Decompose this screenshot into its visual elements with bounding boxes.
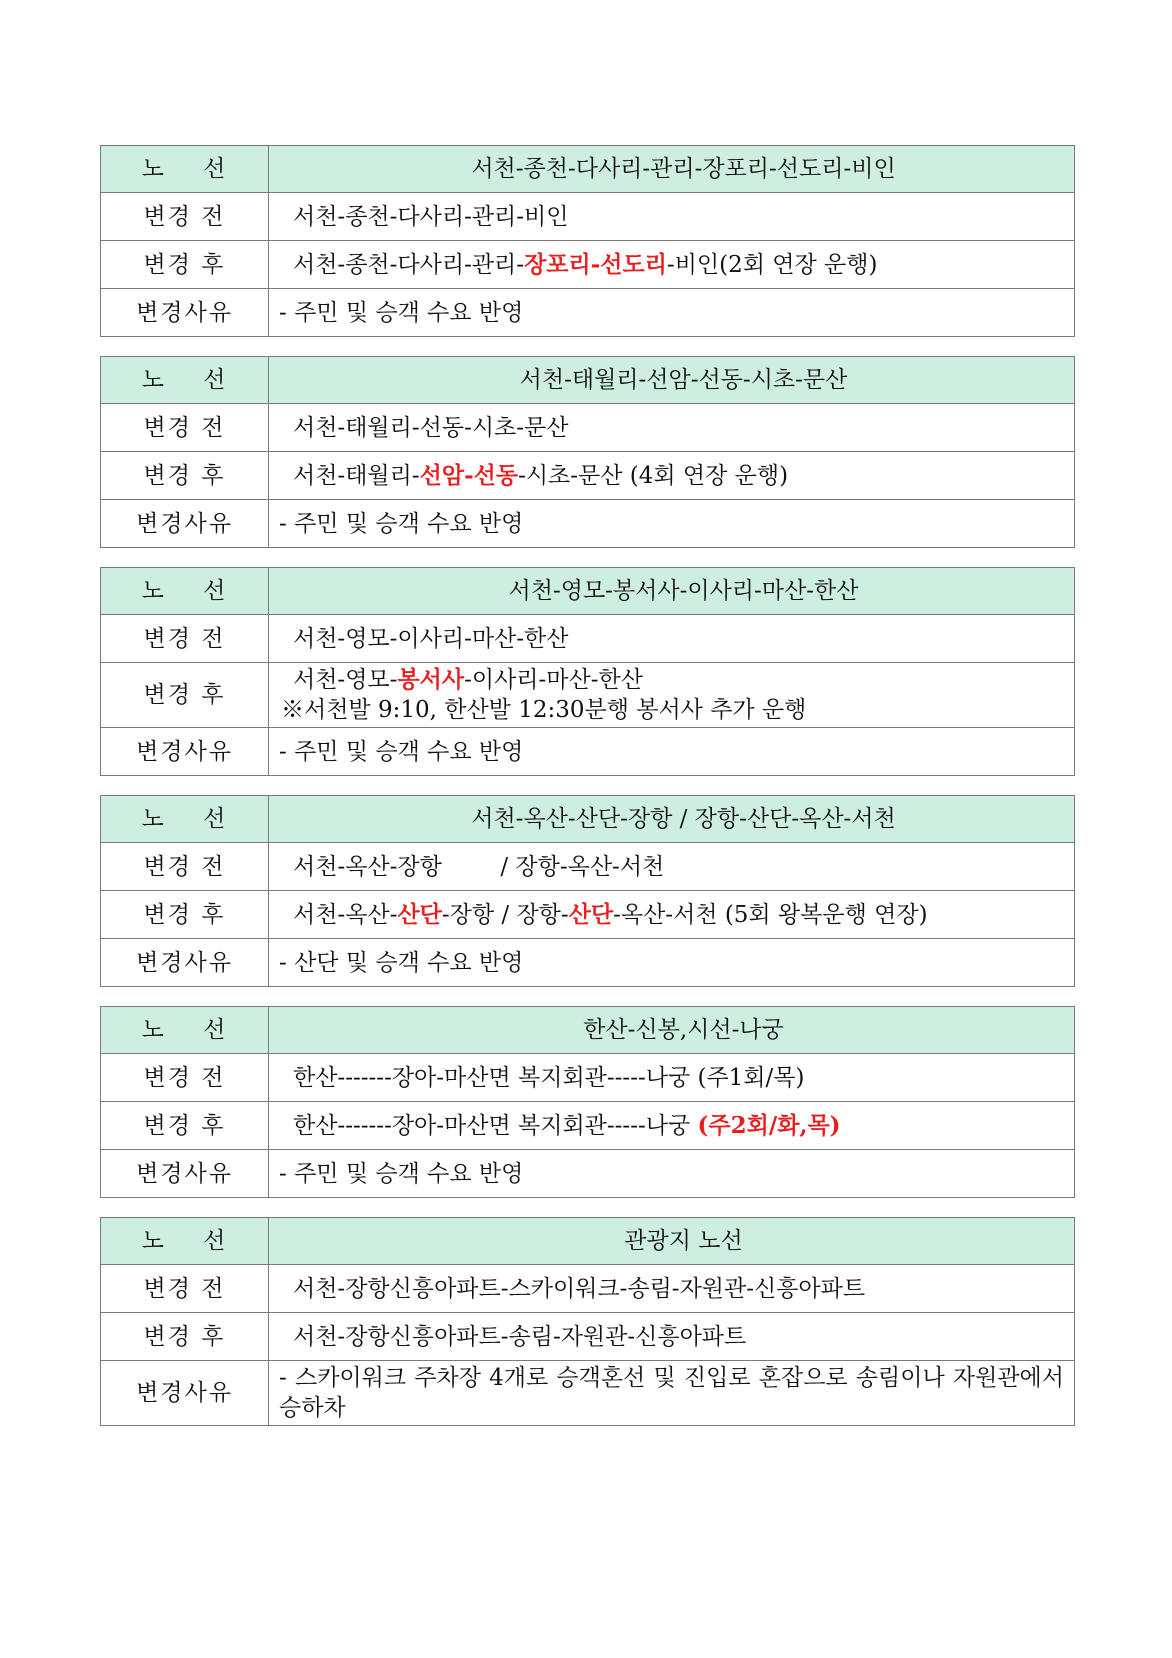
before-row: [101, 404, 1075, 452]
before-row-value: 한산-------장아-마산면 복지회관-----나궁 (주1회/목): [269, 1054, 1075, 1102]
after-segment: 서천-영모-: [293, 667, 398, 693]
reason-row-label: 변경사유: [101, 1361, 269, 1426]
before-row-value: 서천-장항신흥아파트-스카이워크-송림-자원관-신흥아파트: [269, 1265, 1075, 1313]
after-row-label: 변경 후: [101, 241, 269, 289]
route-table: [100, 1217, 1075, 1426]
after-row-label: 변경 후: [101, 891, 269, 939]
route-row-value: 서천-종천-다사리-관리-장포리-선도리-비인: [269, 146, 1075, 193]
route-row: [101, 1007, 1075, 1054]
table-gap: [100, 1198, 1074, 1217]
reason-row-value: - 주민 및 승객 수요 반영: [269, 500, 1075, 548]
after-segment: 서천-태월리-: [293, 462, 420, 489]
after-text: [293, 1113, 841, 1139]
reason-row-label: 변경사유: [101, 939, 269, 987]
route-row-label: 노 선: [101, 1218, 269, 1265]
reason-row-label: 변경사유: [101, 1150, 269, 1198]
before-row-label: 변경 전: [101, 193, 269, 241]
before-row: [101, 615, 1075, 663]
after-row-value: [269, 1102, 1075, 1150]
after-row-label: 변경 후: [101, 452, 269, 500]
route-row-value: 서천-영모-봉서사-이사리-마산-한산: [269, 568, 1075, 615]
changed-stop-highlight: 선암-선동: [419, 461, 519, 489]
route-row-value: 한산-신봉,시선-나궁: [269, 1007, 1075, 1054]
reason-row-value: - 주민 및 승객 수요 반영: [269, 728, 1075, 776]
changed-stop-highlight: 봉서사: [397, 666, 465, 693]
after-segment: -비인(2회 연장 운행): [666, 251, 878, 278]
after-segment: -장항 / 장항-: [441, 901, 569, 928]
after-text: [293, 667, 643, 693]
route-row-label: 노 선: [101, 568, 269, 615]
route-row: [101, 1218, 1075, 1265]
before-row-value: 서천-영모-이사리-마산-한산: [269, 615, 1075, 663]
reason-row-label: 변경사유: [101, 289, 269, 337]
after-row: [101, 1313, 1075, 1361]
after-row-value: [269, 1313, 1075, 1361]
before-row: [101, 193, 1075, 241]
before-row: [101, 1054, 1075, 1102]
reason-row-value: - 산단 및 승객 수요 반영: [269, 939, 1075, 987]
route-row: [101, 146, 1075, 193]
changed-stop-highlight: (주2회/화,목): [697, 1111, 841, 1139]
reason-row-value: - 스카이워크 주차장 4개로 승객혼선 및 진입로 혼잡으로 송림이나 자원관에서 승하차: [269, 1361, 1075, 1426]
before-row-label: 변경 전: [101, 404, 269, 452]
before-row-label: 변경 전: [101, 1054, 269, 1102]
reason-row: [101, 939, 1075, 987]
before-row-value: 서천-옥산-장항 / 장항-옥산-서천: [269, 843, 1075, 891]
route-row-value: 서천-태월리-선암-선동-시초-문산: [269, 357, 1075, 404]
after-segment: -옥산-서천 (5회 왕복운행 연장): [613, 901, 928, 928]
after-text: [293, 902, 928, 928]
reason-row: [101, 289, 1075, 337]
after-segment: 한산-------장아-마산면 복지회관-----나궁: [293, 1112, 698, 1139]
route-table: [100, 145, 1075, 337]
table-gap: [100, 337, 1074, 356]
route-table: [100, 795, 1075, 987]
after-row-label: 변경 후: [101, 663, 269, 728]
table-gap: [100, 776, 1074, 795]
after-text: [293, 463, 788, 489]
table-gap: [100, 987, 1074, 1006]
before-row-value: 서천-종천-다사리-관리-비인: [269, 193, 1075, 241]
route-table: [100, 567, 1075, 776]
after-row-value: [269, 241, 1075, 289]
route-row-value: 서천-옥산-산단-장항 / 장항-산단-옥산-서천: [269, 796, 1075, 843]
reason-row: [101, 1150, 1075, 1198]
reason-row-value: - 주민 및 승객 수요 반영: [269, 1150, 1075, 1198]
after-note: ※서천발 9:10, 한산발 12:30분행 봉서사 추가 운행: [281, 697, 807, 723]
reason-row-value: - 주민 및 승객 수요 반영: [269, 289, 1075, 337]
before-row: [101, 1265, 1075, 1313]
after-row: [101, 452, 1075, 500]
after-segment: -시초-문산 (4회 연장 운행): [518, 462, 789, 489]
after-row-label: 변경 후: [101, 1102, 269, 1150]
reason-row-label: 변경사유: [101, 728, 269, 776]
route-table: [100, 356, 1075, 548]
route-row-label: 노 선: [101, 1007, 269, 1054]
before-row-label: 변경 전: [101, 615, 269, 663]
route-change-document: [100, 145, 1074, 1426]
route-row: [101, 357, 1075, 404]
route-table: [100, 1006, 1075, 1198]
after-segment: -이사리-마산-한산: [464, 667, 643, 693]
before-row: [101, 843, 1075, 891]
after-row-value: [269, 452, 1075, 500]
after-row: [101, 663, 1075, 728]
after-row: [101, 241, 1075, 289]
after-row: [101, 891, 1075, 939]
route-row: [101, 796, 1075, 843]
before-row-label: 변경 전: [101, 843, 269, 891]
route-row-label: 노 선: [101, 146, 269, 193]
after-row-label: 변경 후: [101, 1313, 269, 1361]
table-gap: [100, 548, 1074, 567]
reason-row: [101, 500, 1075, 548]
route-row-label: 노 선: [101, 357, 269, 404]
route-row-value: 관광지 노선: [269, 1218, 1075, 1265]
after-text: [293, 252, 877, 278]
after-segment: 서천-옥산-: [293, 901, 398, 928]
reason-row-label: 변경사유: [101, 500, 269, 548]
route-row: [101, 568, 1075, 615]
route-row-label: 노 선: [101, 796, 269, 843]
after-text: [293, 1324, 746, 1350]
changed-stop-highlight: 산단: [568, 900, 614, 928]
before-row-value: 서천-태월리-선동-시초-문산: [269, 404, 1075, 452]
after-segment: 서천-종천-다사리-관리-: [293, 251, 525, 278]
after-segment: 서천-장항신흥아파트-송림-자원관-신흥아파트: [293, 1323, 747, 1350]
reason-row: [101, 1361, 1075, 1426]
changed-stop-highlight: 산단: [397, 900, 442, 928]
before-row-label: 변경 전: [101, 1265, 269, 1313]
after-row-value: [269, 891, 1075, 939]
changed-stop-highlight: 장포리-선도리: [524, 250, 667, 278]
after-row-value: [269, 663, 1075, 728]
after-row: [101, 1102, 1075, 1150]
reason-row: [101, 728, 1075, 776]
